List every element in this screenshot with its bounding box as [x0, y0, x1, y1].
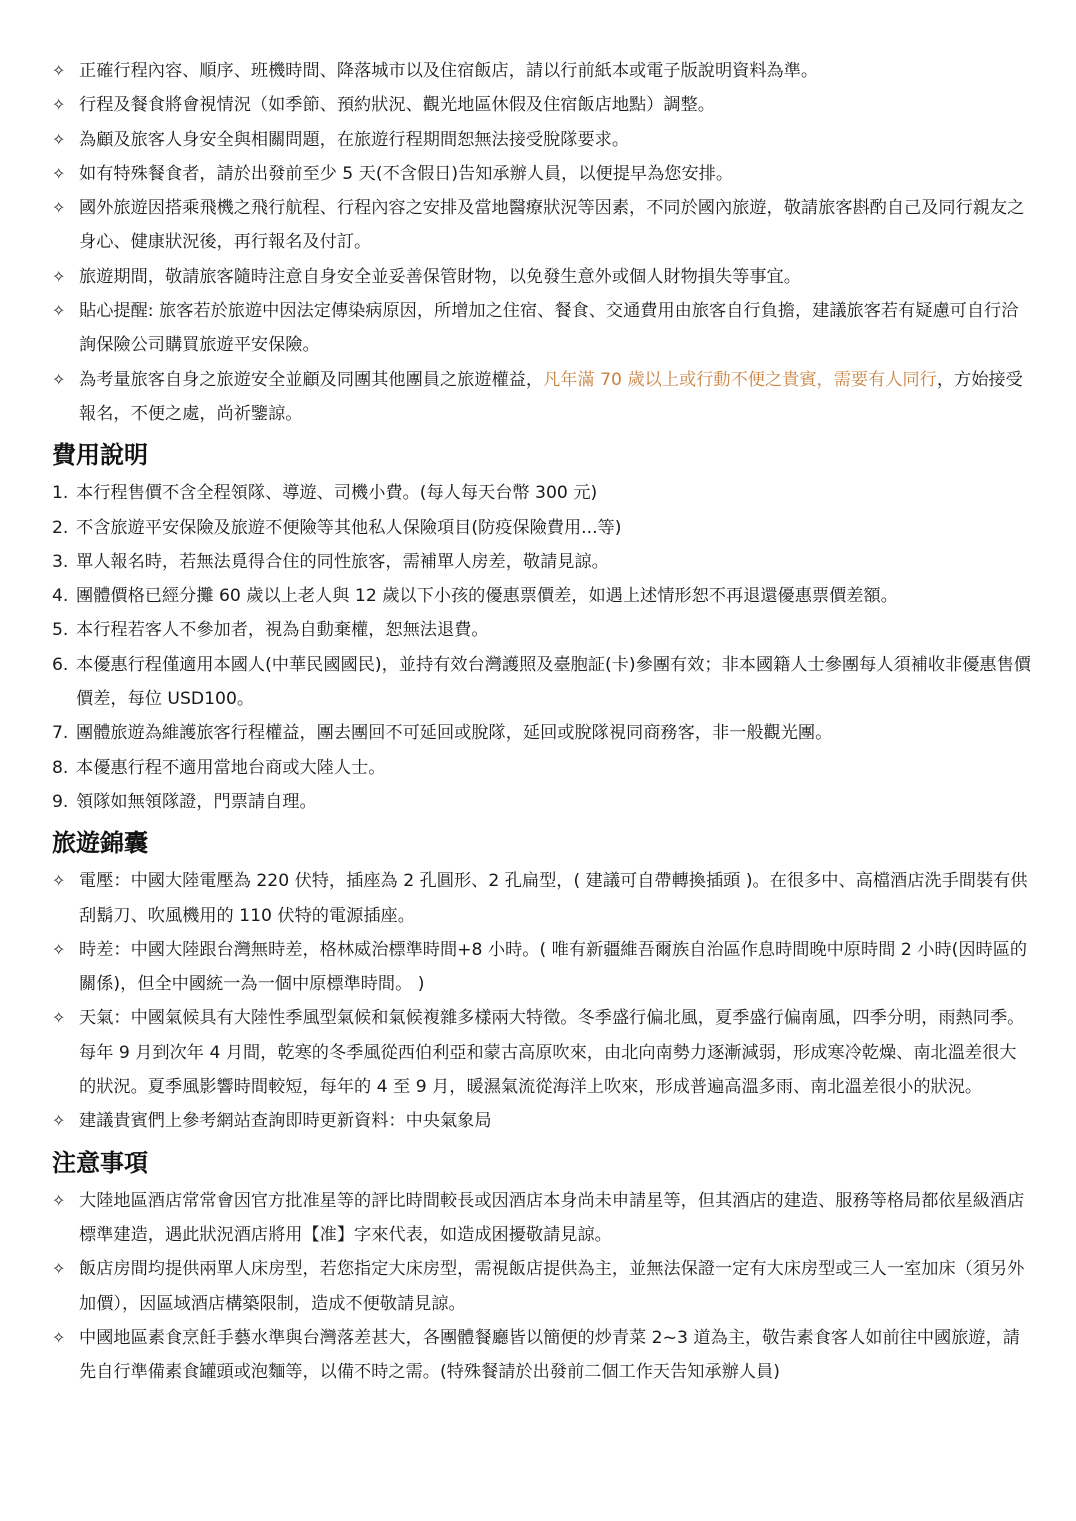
general-notes-list	[52, 54, 1032, 431]
travel-tips-list	[52, 864, 1032, 1138]
list-item: ✧ 國外旅遊因搭乘飛機之飛行航程、行程內容之安排及當地醫療狀況等因素，不同於國內旅遊，敬請旅客斟酌自己及同行親友之身心、健康狀況後，再行報名及付訂。	[52, 191, 1032, 260]
diamond-bullet-icon: ✧	[52, 266, 66, 286]
list-item: ✧ 為考量旅客自身之旅遊安全並顧及同團其他團員之旅遊權益，凡年滿 70 歲以上或行動不便之貴賓，需要有人同行，方始接受報名，不便之處，尚祈鑒諒。	[52, 363, 1032, 432]
itinerary-notes-page	[52, 54, 1032, 1389]
list-item: 7. 團體旅遊為維護旅客行程權益，團去團回不可延回或脫隊，延回或脫隊視同商務客，非一般觀光團。	[52, 723, 833, 744]
list-item: 4. 團體價格已經分攤 60 歲以上老人與 12 歲以下小孩的優惠票價差，如遇上述情形恕不再退還優惠票價差額。	[52, 586, 898, 607]
list-item: ✧ 時差：中國大陸跟台灣無時差，格林威治標準時間+8 小時。( 唯有新疆維吾爾族自治區作息時間晚中原時間 2 小時(因時區的關係)，但全中國統一為一個中原標準時間。 )	[52, 933, 1032, 1002]
list-item: ✧ 中國地區素食烹飪手藝水準與台灣落差甚大，各團體餐廳皆以簡便的炒青菜 2~3 道為主，敬告素食客人如前往中國旅遊，請先自行準備素食罐頭或泡麵等，以備不時之需。(特殊餐請於出發前二個工作天告知承辦人員)	[52, 1321, 1032, 1390]
list-item: ✧ 為顧及旅客人身安全與相關問題，在旅遊行程期間恕無法接受脫隊要求。	[52, 123, 1032, 157]
section-title-fees: 費用說明	[52, 441, 148, 470]
list-item: ✧ 正確行程內容、順序、班機時間、降落城市以及住宿飯店，請以行前紙本或電子版說明資料為準。	[52, 54, 1032, 88]
list-item: ✧ 天氣：中國氣候具有大陸性季風型氣候和氣候複雜多樣兩大特徵。冬季盛行偏北風，夏季盛行偏南風，四季分明，雨熱同季。每年 9 月到次年 4 月間，乾寒的冬季風從西伯利亞和蒙古高原吹來，由北向南勢力逐漸減弱，形成寒冷乾燥、南北溫差很大的狀況。夏季風影響時間較短，每年的 4 至 9 月，暖濕氣流從海洋上吹來，形成普遍高溫多雨、南北溫差很小的狀況。	[52, 1001, 1032, 1104]
list-item: ✧ 旅遊期間，敬請旅客隨時注意自身安全並妥善保管財物，以免發生意外或個人財物損失等事宜。	[52, 260, 1032, 294]
list-item: ✧ 電壓：中國大陸電壓為 220 伏特，插座為 2 孔圓形、2 孔扁型，( 建議可自帶轉換插頭 )。在很多中、高檔酒店洗手間裝有供刮鬍刀、吹風機用的 110 伏特的電源插座。	[52, 864, 1032, 933]
list-item: ✧ 飯店房間均提供兩單人床房型，若您指定大床房型，需視飯店提供為主，並無法保證一定有大床房型或三人一室加床（須另外加價），因區域酒店構築限制，造成不便敬請見諒。	[52, 1252, 1032, 1321]
list-item: ✧ 行程及餐食將會視情況（如季節、預約狀況、觀光地區休假及住宿飯店地點）調整。	[52, 88, 1032, 122]
diamond-bullet-icon: ✧	[52, 871, 66, 891]
diamond-bullet-icon: ✧	[52, 1008, 66, 1028]
list-item: 6. 本優惠行程僅適用本國人(中華民國國民)，並持有效台灣護照及臺胞証(卡)參團有效；非本國籍人士參團每人須補收非優惠售價價差，每位 USD100。	[52, 654, 1031, 710]
diamond-bullet-icon: ✧	[52, 369, 66, 389]
section-title-travel-tips: 旅遊錦囊	[52, 829, 148, 858]
diamond-bullet-icon: ✧	[52, 301, 66, 321]
diamond-bullet-icon: ✧	[52, 129, 66, 149]
list-item: 9. 領隊如無領隊證，門票請自理。	[52, 791, 317, 812]
list-item: 2. 不含旅遊平安保險及旅遊不便險等其他私人保險項目(防疫保險費用...等)	[52, 517, 622, 538]
diamond-bullet-icon: ✧	[52, 1327, 66, 1347]
section-title-notices: 注意事項	[52, 1148, 148, 1177]
list-item: 8. 本優惠行程不適用當地台商或大陸人士。	[52, 757, 386, 778]
elderly-companion-highlight: 凡年滿 70 歲以上或行動不便之貴賓，需要有人同行	[543, 369, 937, 390]
diamond-bullet-icon: ✧	[52, 1190, 66, 1210]
list-item: ✧ 大陸地區酒店常常會因官方批准星等的評比時間較長或因酒店本身尚未申請星等，但其酒店的建造、服務等格局都依星級酒店標準建造，遇此狀況酒店將用【准】字來代表，如造成困擾敬請見諒。	[52, 1184, 1032, 1253]
list-item: ✧ 建議貴賓們上參考網站查詢即時更新資料：中央氣象局	[52, 1104, 1032, 1138]
diamond-bullet-icon: ✧	[52, 163, 66, 183]
diamond-bullet-icon: ✧	[52, 95, 66, 115]
list-item: 1. 本行程售價不含全程領隊、導遊、司機小費。(每人每天台幣 300 元)	[52, 483, 598, 504]
notices-list	[52, 1184, 1032, 1390]
diamond-bullet-icon: ✧	[52, 61, 66, 80]
diamond-bullet-icon: ✧	[52, 1259, 66, 1279]
list-item: ✧ 貼心提醒: 旅客若於旅遊中因法定傳染病原因，所增加之住宿、餐食、交通費用由旅客自行負擔，建議旅客若有疑慮可自行洽詢保險公司購買旅遊平安保險。	[52, 294, 1032, 363]
diamond-bullet-icon: ✧	[52, 198, 66, 218]
diamond-bullet-icon: ✧	[52, 939, 66, 959]
fees-list	[52, 476, 1032, 819]
list-item: 5. 本行程若客人不參加者，視為自動棄權，恕無法退費。	[52, 620, 489, 641]
diamond-bullet-icon: ✧	[52, 1111, 66, 1131]
list-item: 3. 單人報名時，若無法覓得合住的同性旅客，需補單人房差，敬請見諒。	[52, 551, 609, 572]
list-item: ✧ 如有特殊餐食者，請於出發前至少 5 天(不含假日)告知承辦人員，以便提早為您安排。	[52, 157, 1032, 191]
